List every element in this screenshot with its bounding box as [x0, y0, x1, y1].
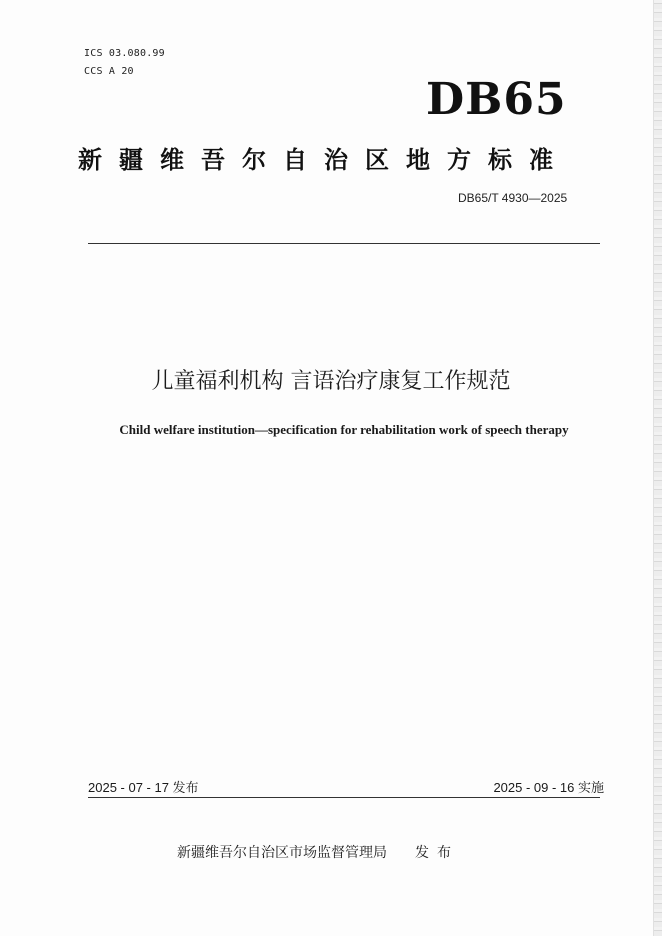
publisher-name: 新疆维吾尔自治区市场监督管理局: [177, 845, 387, 861]
standard-type-heading: 新疆维吾尔自治区地方标准: [78, 146, 570, 174]
title-english: Child welfare institution—specification for rehabilitation work of speech therapy: [119, 422, 569, 437]
standard-number: DB65/T 4930—2025: [458, 191, 568, 205]
title-chinese: 儿童福利机构 言语治疗康复工作规范: [151, 369, 511, 394]
publisher-verb: 发布: [415, 845, 459, 861]
publisher-line: [177, 842, 459, 862]
db-logo: DB65: [426, 74, 567, 125]
implementation-date: 2025 - 09 - 16 实施: [493, 780, 604, 795]
top-divider: [88, 243, 600, 244]
issue-date: 2025 - 07 - 17 发布: [88, 780, 199, 795]
ccs-code: CCS A 20: [84, 66, 134, 77]
bottom-divider: [88, 797, 600, 798]
ics-code: ICS 03.080.99: [84, 48, 165, 59]
